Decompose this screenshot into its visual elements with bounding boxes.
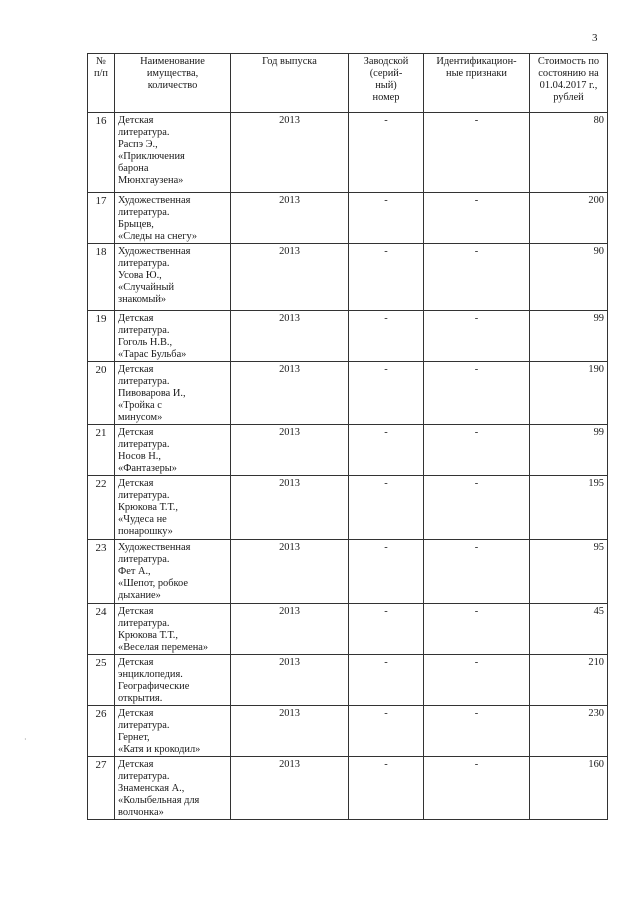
item-name-line: литература. — [118, 554, 170, 565]
table-row — [88, 706, 608, 757]
identification-features: - — [424, 311, 530, 362]
header-ident: Идентификацион- ные признаки — [424, 54, 530, 113]
item-name — [115, 113, 231, 193]
item-name-line: открытия. — [118, 693, 163, 704]
serial-number: - — [349, 244, 424, 311]
item-name-line: литература. — [118, 720, 170, 731]
release-year: 2013 — [231, 425, 349, 476]
cost-value: 45 — [530, 604, 608, 655]
release-year: 2013 — [231, 113, 349, 193]
item-name-line: Детская — [118, 478, 154, 489]
serial-number: - — [349, 425, 424, 476]
item-name — [115, 476, 231, 540]
table-body — [88, 113, 608, 820]
item-name-line: «Тарас Бульба» — [118, 349, 187, 360]
item-name — [115, 362, 231, 425]
cost-value: 195 — [530, 476, 608, 540]
item-name-line: Носов Н., — [118, 451, 161, 462]
header-serial: Заводской (серий- ный) номер — [349, 54, 424, 113]
item-name-line: «Колыбельная для — [118, 795, 200, 806]
item-name-line: Брыцев, — [118, 219, 154, 230]
item-name-line: Распэ Э., — [118, 139, 158, 150]
item-name-line: литература. — [118, 258, 170, 269]
table-row — [88, 540, 608, 604]
serial-number: - — [349, 604, 424, 655]
header-year: Год выпуска — [231, 54, 349, 113]
release-year: 2013 — [231, 193, 349, 244]
item-name-line: знакомый» — [118, 294, 167, 305]
serial-number: - — [349, 362, 424, 425]
item-name-line: энциклопедия. — [118, 669, 183, 680]
stray-mark: · — [24, 735, 27, 744]
table-row — [88, 604, 608, 655]
identification-features: - — [424, 244, 530, 311]
item-name-line: Художественная — [118, 195, 191, 206]
row-number: 25 — [88, 655, 115, 706]
serial-number: - — [349, 655, 424, 706]
item-name-line: Художественная — [118, 246, 191, 257]
item-name — [115, 757, 231, 820]
item-name-line: Детская — [118, 606, 154, 617]
identification-features: - — [424, 757, 530, 820]
item-name — [115, 193, 231, 244]
row-number: 24 — [88, 604, 115, 655]
item-name-line: Детская — [118, 313, 154, 324]
serial-number: - — [349, 193, 424, 244]
cost-value: 200 — [530, 193, 608, 244]
item-name — [115, 540, 231, 604]
identification-features: - — [424, 113, 530, 193]
table-row — [88, 311, 608, 362]
release-year: 2013 — [231, 655, 349, 706]
release-year: 2013 — [231, 540, 349, 604]
item-name-line: «Следы на снегу» — [118, 231, 198, 242]
item-name-line: «Катя и крокодил» — [118, 744, 201, 755]
release-year: 2013 — [231, 706, 349, 757]
item-name-line: «Шепот, робкое — [118, 578, 188, 589]
item-name-line: Гоголь Н.В., — [118, 337, 173, 348]
release-year: 2013 — [231, 362, 349, 425]
table-row — [88, 655, 608, 706]
header-num: № п/п — [88, 54, 115, 113]
item-name-line: литература. — [118, 376, 170, 387]
cost-value: 90 — [530, 244, 608, 311]
row-number: 23 — [88, 540, 115, 604]
item-name-line: понарошку» — [118, 526, 173, 537]
identification-features: - — [424, 655, 530, 706]
item-name-line: Фет А., — [118, 566, 151, 577]
item-name-line: дыхание» — [118, 590, 161, 601]
row-number: 17 — [88, 193, 115, 244]
cost-value: 160 — [530, 757, 608, 820]
item-name — [115, 706, 231, 757]
release-year: 2013 — [231, 476, 349, 540]
header-name: Наименование имущества, количество — [115, 54, 231, 113]
release-year: 2013 — [231, 244, 349, 311]
cost-value: 99 — [530, 425, 608, 476]
identification-features: - — [424, 540, 530, 604]
item-name-line: «Случайный — [118, 282, 175, 293]
item-name — [115, 425, 231, 476]
table-row — [88, 244, 608, 311]
inventory-table — [87, 53, 608, 820]
serial-number: - — [349, 311, 424, 362]
item-name-line: Мюнхгаузена» — [118, 175, 184, 186]
row-number: 26 — [88, 706, 115, 757]
item-name-line: Детская — [118, 708, 154, 719]
row-number: 21 — [88, 425, 115, 476]
item-name — [115, 604, 231, 655]
item-name-line: Художественная — [118, 542, 191, 553]
serial-number: - — [349, 757, 424, 820]
item-name — [115, 655, 231, 706]
serial-number: - — [349, 476, 424, 540]
header-row — [88, 54, 608, 113]
item-name-line: «Чудеса не — [118, 514, 167, 525]
item-name-line: Географические — [118, 681, 190, 692]
cost-value: 190 — [530, 362, 608, 425]
item-name-line: Детская — [118, 759, 154, 770]
row-number: 27 — [88, 757, 115, 820]
row-number: 18 — [88, 244, 115, 311]
item-name-line: минусом» — [118, 412, 163, 423]
item-name-line: «Веселая перемена» — [118, 642, 209, 653]
serial-number: - — [349, 113, 424, 193]
item-name-line: Детская — [118, 427, 154, 438]
item-name-line: Гернет, — [118, 732, 150, 743]
cost-value: 230 — [530, 706, 608, 757]
identification-features: - — [424, 476, 530, 540]
item-name — [115, 244, 231, 311]
item-name-line: литература. — [118, 490, 170, 501]
identification-features: - — [424, 425, 530, 476]
table-row — [88, 476, 608, 540]
cost-value: 95 — [530, 540, 608, 604]
page-number: 3 — [592, 32, 598, 44]
item-name-line: Детская — [118, 657, 154, 668]
table-row — [88, 193, 608, 244]
cost-value: 99 — [530, 311, 608, 362]
item-name — [115, 311, 231, 362]
row-number: 20 — [88, 362, 115, 425]
item-name-line: Детская — [118, 364, 154, 375]
release-year: 2013 — [231, 311, 349, 362]
cost-value: 210 — [530, 655, 608, 706]
table-row — [88, 362, 608, 425]
cost-value: 80 — [530, 113, 608, 193]
table-row — [88, 757, 608, 820]
identification-features: - — [424, 604, 530, 655]
item-name-line: «Приключения — [118, 151, 185, 162]
identification-features: - — [424, 706, 530, 757]
item-name-line: Крюкова Т.Т., — [118, 502, 178, 513]
item-name-line: литература. — [118, 207, 170, 218]
release-year: 2013 — [231, 604, 349, 655]
item-name-line: литература. — [118, 325, 170, 336]
item-name-line: волчонка» — [118, 807, 164, 818]
serial-number: - — [349, 706, 424, 757]
table-row — [88, 425, 608, 476]
release-year: 2013 — [231, 757, 349, 820]
item-name-line: литература. — [118, 439, 170, 450]
identification-features: - — [424, 362, 530, 425]
row-number: 22 — [88, 476, 115, 540]
header-cost: Стоимость по состоянию на 01.04.2017 г., рублей — [530, 54, 608, 113]
item-name-line: литература. — [118, 771, 170, 782]
item-name-line: «Тройка с — [118, 400, 162, 411]
row-number: 19 — [88, 311, 115, 362]
item-name-line: «Фантазеры» — [118, 463, 177, 474]
table-row — [88, 113, 608, 193]
item-name-line: литература. — [118, 618, 170, 629]
item-name-line: Детская — [118, 115, 154, 126]
item-name-line: Крюкова Т.Т., — [118, 630, 178, 641]
serial-number: - — [349, 540, 424, 604]
item-name-line: литература. — [118, 127, 170, 138]
item-name-line: барона — [118, 163, 149, 174]
item-name-line: Знаменская А., — [118, 783, 185, 794]
item-name-line: Пивоварова И., — [118, 388, 186, 399]
identification-features: - — [424, 193, 530, 244]
item-name-line: Усова Ю., — [118, 270, 162, 281]
row-number: 16 — [88, 113, 115, 193]
